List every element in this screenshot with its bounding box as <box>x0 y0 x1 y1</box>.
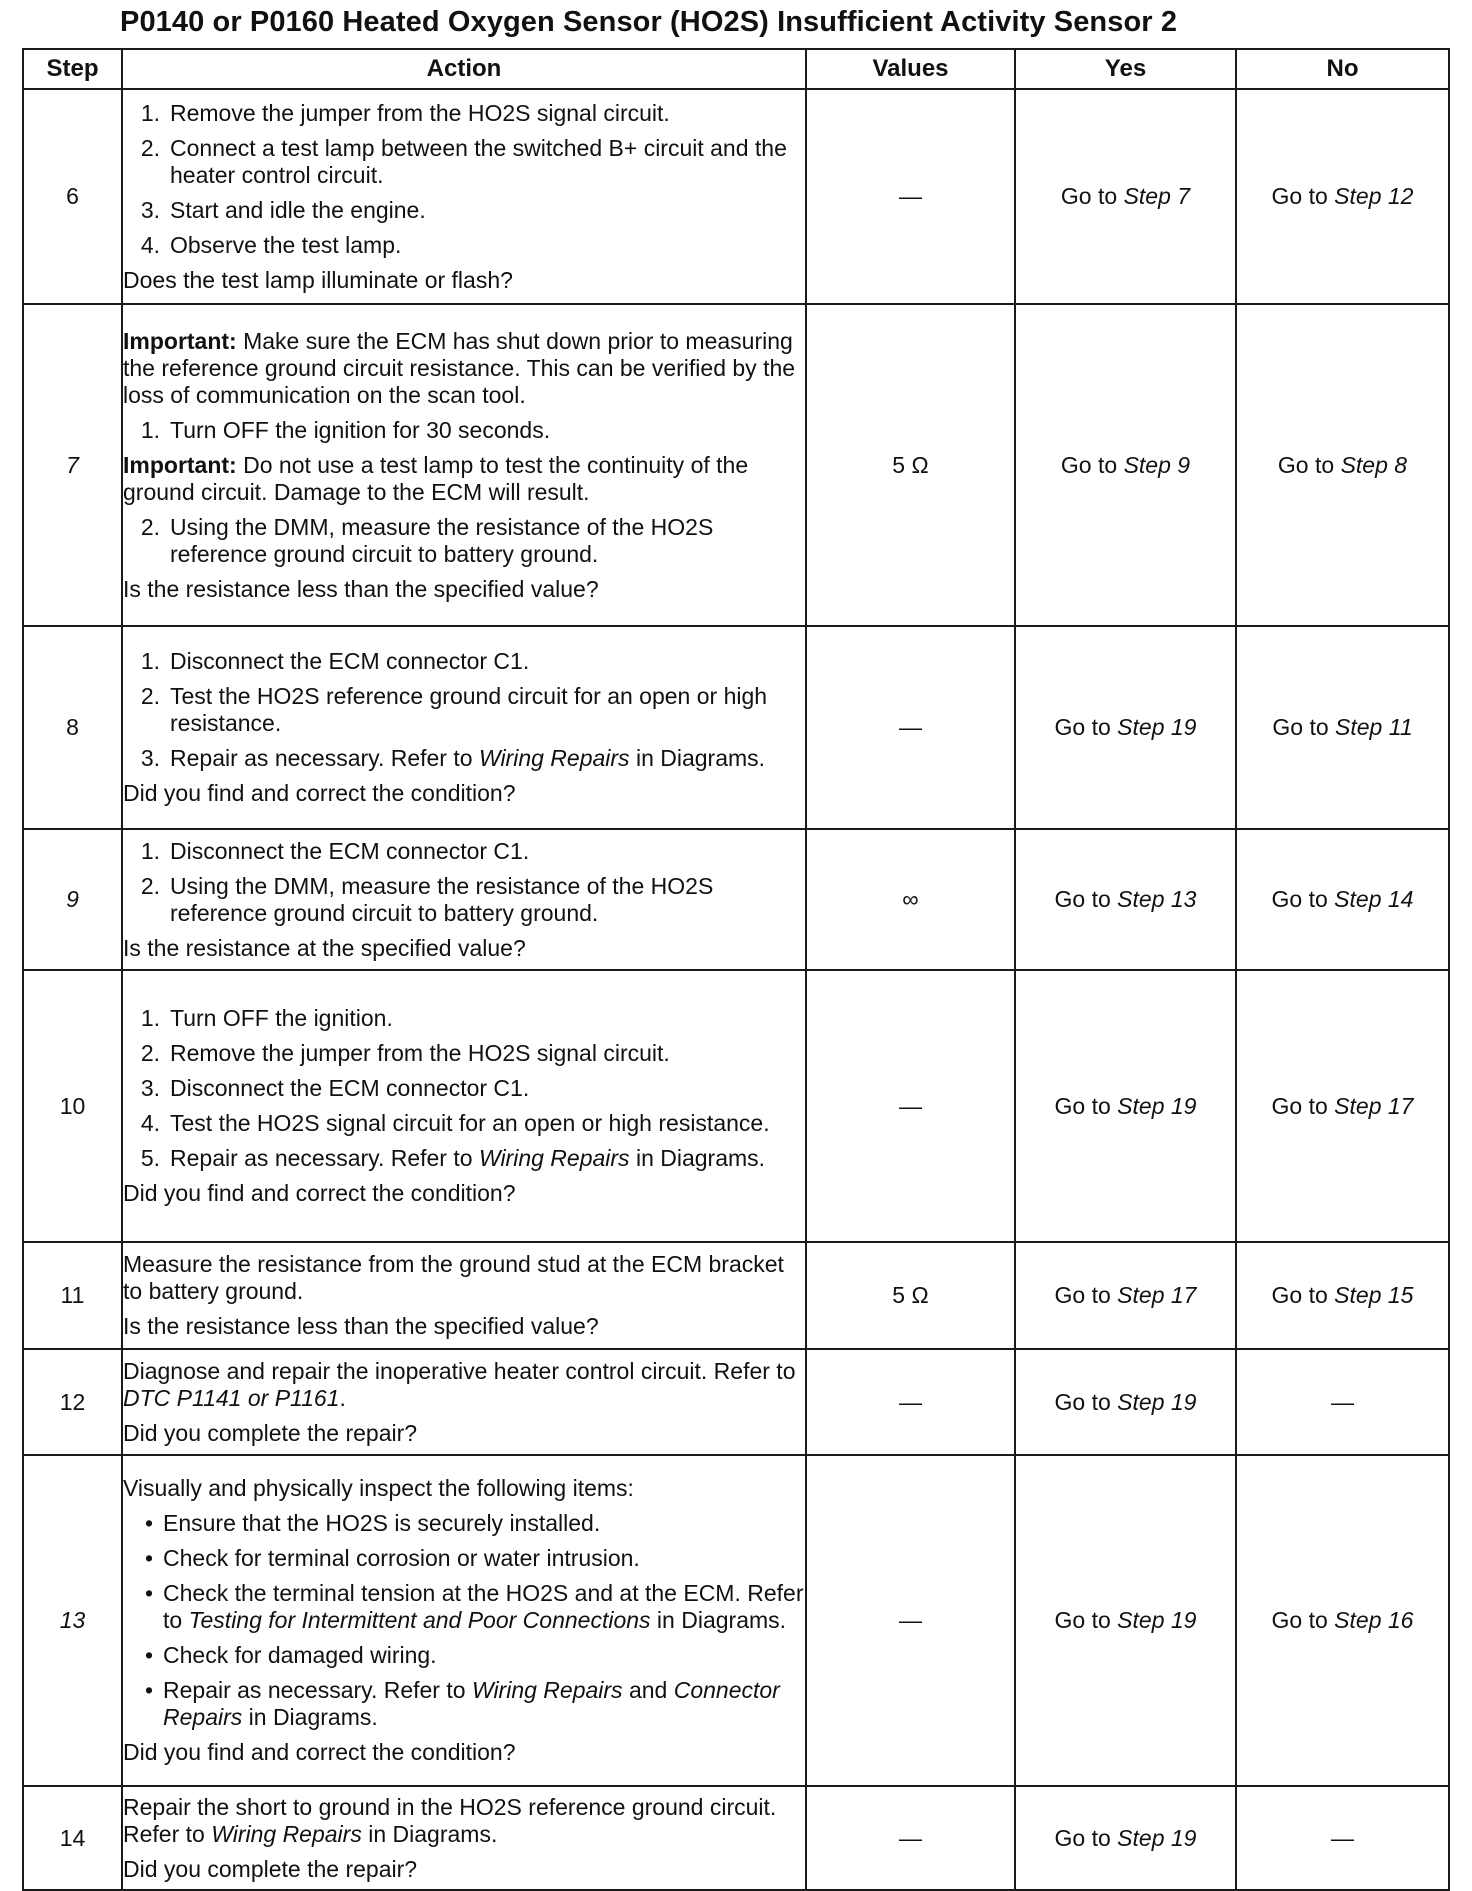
no-cell: Go to Step 15 <box>1236 1242 1449 1349</box>
action-question: Did you find and correct the condition? <box>123 1180 516 1206</box>
step-number: 10 <box>23 970 122 1242</box>
column-header-step: Step <box>23 49 122 89</box>
values-cell: — <box>806 1455 1015 1786</box>
list-item: 3. Repair as necessary. Refer to Wiring Repairs in Diagrams. <box>140 745 766 771</box>
action-cell <box>122 89 806 304</box>
yes-step-link: Step 17 <box>1117 1282 1197 1308</box>
list-item: 2. Using the DMM, measure the resistance of the HO2S reference ground circuit to battery ground. <box>140 513 714 567</box>
step-number: 14 <box>23 1786 122 1890</box>
column-header-values: Values <box>806 49 1015 89</box>
column-header-yes: Yes <box>1015 49 1236 89</box>
no-step-link: Step 14 <box>1334 886 1414 912</box>
list-item: • Check for terminal corrosion or water intrusion. <box>144 1545 640 1571</box>
no-cell: Go to Step 16 <box>1236 1455 1449 1786</box>
list-item: 1. Turn OFF the ignition for 30 seconds. <box>140 416 551 443</box>
list-item: 4. Observe the test lamp. <box>140 231 402 258</box>
yes-cell: Go to Step 19 <box>1015 1786 1236 1890</box>
list-item: 3. Disconnect the ECM connector C1. <box>140 1075 530 1101</box>
list-item: 5. Repair as necessary. Refer to Wiring Repairs in Diagrams. <box>140 1145 766 1171</box>
table-row <box>23 89 1449 304</box>
column-header-action: Action <box>122 49 806 89</box>
step-number: 11 <box>23 1242 122 1349</box>
no-cell: — <box>1236 1349 1449 1455</box>
column-header-no: No <box>1236 49 1449 89</box>
action-question: Did you complete the repair? <box>123 1855 418 1882</box>
action-question: Does the test lamp illuminate or flash? <box>123 266 513 293</box>
yes-cell: Go to Step 19 <box>1015 1455 1236 1786</box>
values-cell: — <box>806 89 1015 304</box>
yes-cell: Go to Step 19 <box>1015 1349 1236 1455</box>
action-steps <box>123 838 805 927</box>
table-row <box>23 829 1449 970</box>
table-row <box>23 1455 1449 1786</box>
yes-cell: Go to Step 19 <box>1015 970 1236 1242</box>
no-cell: Go to Step 17 <box>1236 970 1449 1242</box>
no-cell: Go to Step 14 <box>1236 829 1449 970</box>
values-cell: 5 Ω <box>806 1242 1015 1349</box>
action-text: Diagnose and repair the inoperative heater control circuit. Refer to DTC P1141 or P1161. <box>123 1357 796 1411</box>
yes-cell: Go to Step 17 <box>1015 1242 1236 1349</box>
important-note: Important: Make sure the ECM has shut down prior to measuring the reference ground circuit resistance. This can be verified by the loss of communication on the scan tool. <box>123 327 796 408</box>
table-row <box>23 304 1449 626</box>
action-steps <box>123 514 805 568</box>
values-cell: — <box>806 1786 1015 1890</box>
important-note: Important: Do not use a test lamp to test the continuity of the ground circuit. Damage to the ECM will result. <box>123 451 749 505</box>
values-cell: ∞ <box>806 829 1015 970</box>
yes-step-link: Step 19 <box>1117 1388 1197 1415</box>
diagnostic-table <box>22 48 1450 1891</box>
action-question: Is the resistance less than the specified value? <box>123 575 599 602</box>
list-item: 1. Disconnect the ECM connector C1. <box>140 648 530 674</box>
list-item: 2. Connect a test lamp between the switched B+ circuit and the heater control circuit. <box>140 134 787 188</box>
table-row <box>23 1786 1449 1890</box>
action-cell <box>122 1455 806 1786</box>
values-cell: — <box>806 1349 1015 1455</box>
action-steps <box>123 648 805 772</box>
no-cell: — <box>1236 1786 1449 1890</box>
yes-cell: Go to Step 19 <box>1015 626 1236 829</box>
step-number: 12 <box>23 1349 122 1455</box>
action-steps <box>123 1005 805 1172</box>
table-row <box>23 626 1449 829</box>
step-number: 13 <box>23 1455 122 1786</box>
action-question: Did you find and correct the condition? <box>123 780 516 806</box>
list-item: 2. Remove the jumper from the HO2S signal circuit. <box>140 1040 670 1066</box>
action-intro: Visually and physically inspect the following items: <box>123 1475 634 1501</box>
yes-cell: Go to Step 7 <box>1015 89 1236 304</box>
table-row <box>23 1349 1449 1455</box>
list-item: 1. Disconnect the ECM connector C1. <box>140 837 530 864</box>
yes-step-link: Step 19 <box>1117 1607 1197 1633</box>
action-question: Is the resistance at the specified value? <box>123 934 526 961</box>
step-number: 9 <box>23 829 122 970</box>
no-step-link: Step 11 <box>1335 714 1413 740</box>
step-number: 6 <box>23 89 122 304</box>
no-step-link: Step 17 <box>1334 1092 1414 1119</box>
yes-cell: Go to Step 13 <box>1015 829 1236 970</box>
yes-cell: Go to Step 9 <box>1015 304 1236 626</box>
action-cell <box>122 970 806 1242</box>
list-item: 2. Test the HO2S reference ground circuit for an open or high resistance. <box>140 683 768 736</box>
list-item: 1. Remove the jumper from the HO2S signal circuit. <box>140 99 670 126</box>
yes-step-link: Step 9 <box>1123 451 1191 478</box>
yes-step-link: Step 7 <box>1123 183 1191 209</box>
step-number: 7 <box>23 304 122 626</box>
values-cell: — <box>806 626 1015 829</box>
inspection-list <box>123 1510 805 1731</box>
table-header-row <box>23 49 1449 89</box>
yes-step-link: Step 13 <box>1117 886 1197 912</box>
action-text: Measure the resistance from the ground stud at the ECM bracket to battery ground. <box>123 1251 784 1304</box>
action-cell <box>122 1786 806 1890</box>
no-cell: Go to Step 8 <box>1236 304 1449 626</box>
list-item: • Check the terminal tension at the HO2S and at the ECM. Refer to Testing for Intermittent and Poor Connections in Diagrams. <box>144 1580 804 1633</box>
list-item: • Check for damaged wiring. <box>144 1642 437 1668</box>
list-item: • Repair as necessary. Refer to Wiring Repairs and Connector Repairs in Diagrams. <box>144 1677 780 1730</box>
page-title: P0140 or P0160 Heated Oxygen Sensor (HO2S) Insufficient Activity Sensor 2 <box>120 6 1178 38</box>
action-question: Did you complete the repair? <box>123 1419 418 1446</box>
no-step-link: Step 12 <box>1334 183 1414 209</box>
list-item: 4. Test the HO2S signal circuit for an open or high resistance. <box>140 1110 770 1136</box>
no-step-link: Step 16 <box>1334 1607 1414 1633</box>
yes-step-link: Step 19 <box>1117 714 1197 740</box>
yes-step-link: Step 19 <box>1117 1092 1197 1119</box>
table-row <box>23 970 1449 1242</box>
action-question: Did you find and correct the condition? <box>123 1739 516 1765</box>
values-cell: 5 Ω <box>806 304 1015 626</box>
values-cell: — <box>806 970 1015 1242</box>
action-question: Is the resistance less than the specified value? <box>123 1313 599 1339</box>
list-item: • Ensure that the HO2S is securely installed. <box>144 1510 601 1536</box>
no-cell: Go to Step 12 <box>1236 89 1449 304</box>
action-cell <box>122 1349 806 1455</box>
no-step-link: Step 8 <box>1340 451 1408 478</box>
action-cell <box>122 626 806 829</box>
action-cell <box>122 1242 806 1349</box>
list-item: 1. Turn OFF the ignition. <box>140 1005 393 1031</box>
list-item: 3. Start and idle the engine. <box>140 196 426 223</box>
action-steps <box>123 417 805 444</box>
yes-step-link: Step 19 <box>1117 1824 1197 1851</box>
step-number: 8 <box>23 626 122 829</box>
action-text: Repair the short to ground in the HO2S reference ground circuit. Refer to Wiring Repairs in Diagrams. <box>123 1793 777 1847</box>
action-cell <box>122 304 806 626</box>
action-steps <box>123 100 805 259</box>
list-item: 2. Using the DMM, measure the resistance of the HO2S reference ground circuit to battery ground. <box>140 872 714 926</box>
action-cell <box>122 829 806 970</box>
table-row <box>23 1242 1449 1349</box>
no-cell: Go to Step 11 <box>1236 626 1449 829</box>
no-step-link: Step 15 <box>1334 1282 1414 1308</box>
